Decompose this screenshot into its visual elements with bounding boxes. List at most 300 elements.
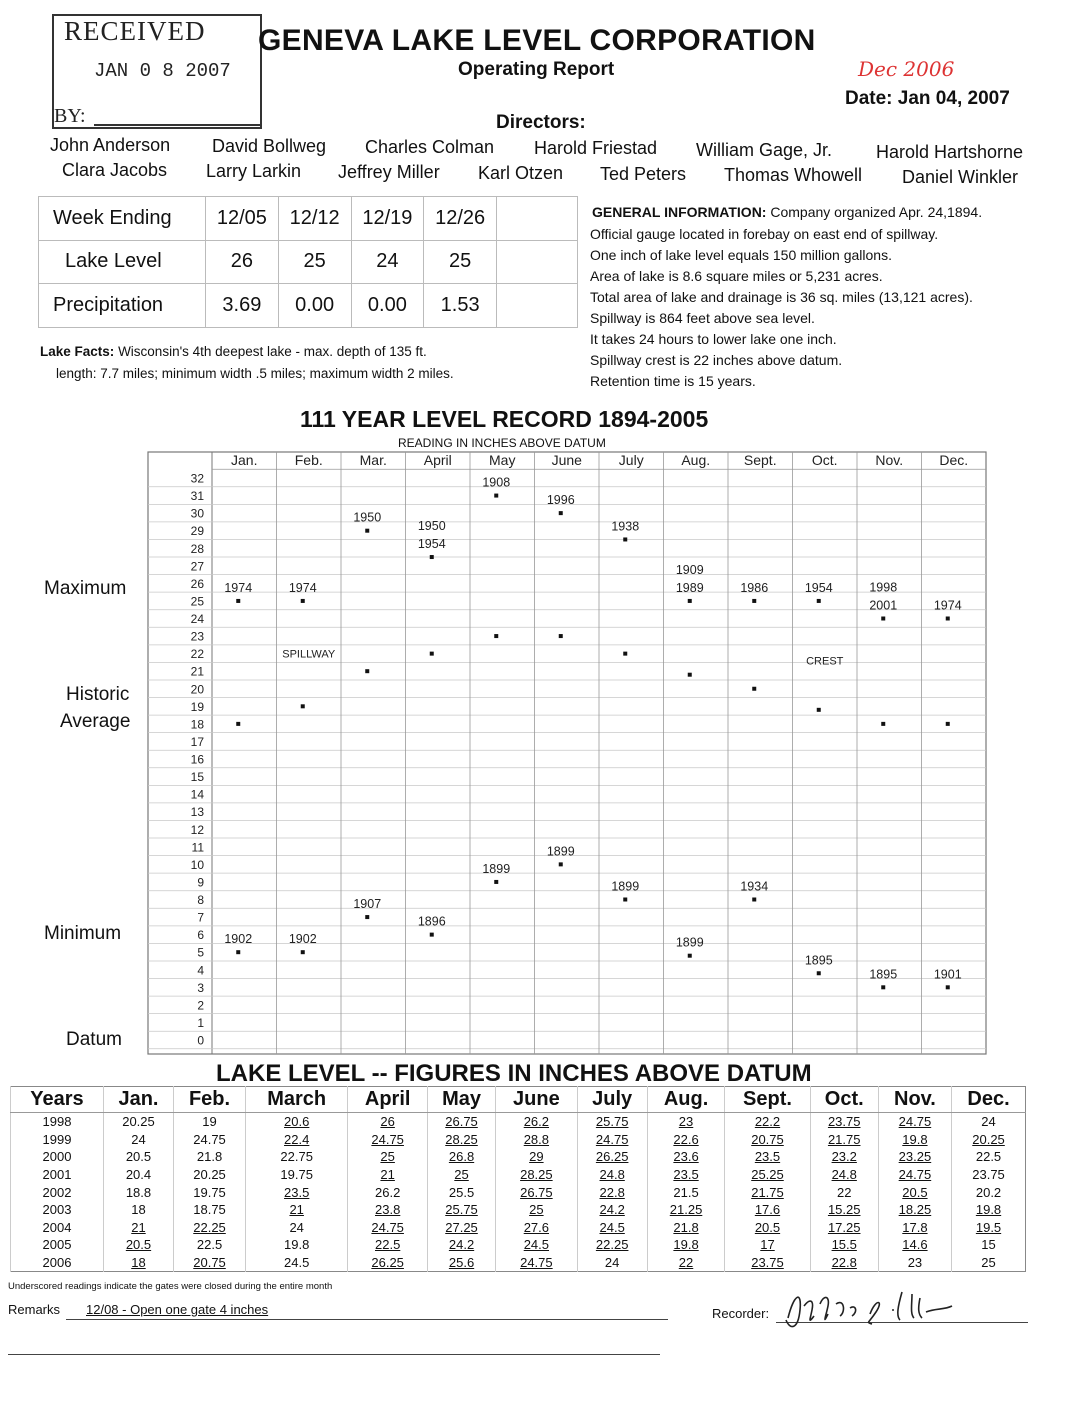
- maximum-point: [946, 617, 950, 621]
- maximum-year-label: 1996: [546, 493, 575, 508]
- level-cell: 28.25: [427, 1131, 495, 1149]
- level-cell: 23.8: [348, 1201, 428, 1219]
- month-label: Aug.: [681, 452, 711, 468]
- table-row: [11, 1131, 1026, 1149]
- month-label: Dec.: [939, 452, 969, 468]
- director-name: Charles Colman: [365, 137, 495, 157]
- stamp-by-label: BY:: [54, 105, 86, 127]
- header-month: July: [577, 1087, 647, 1113]
- level-cell: 18: [103, 1201, 173, 1219]
- level-cell: 22.5: [952, 1148, 1026, 1166]
- level-cell: 23.2: [810, 1148, 878, 1166]
- level-cell: 23.75: [725, 1254, 810, 1272]
- y-tick-label: 28: [190, 541, 204, 556]
- year-cell: 2006: [11, 1254, 104, 1272]
- underline-footnote: Underscored readings indicate the gates were closed during the entire month: [8, 1281, 333, 1292]
- historic-average-point: [559, 634, 563, 638]
- historic-average-point: [623, 652, 627, 656]
- level-cell: 21.75: [810, 1131, 878, 1149]
- header-month: June: [496, 1087, 577, 1113]
- precipitation-cell: 3.69: [206, 284, 279, 328]
- level-cell: 19.8: [246, 1236, 348, 1254]
- maximum-year-label: 1974: [933, 598, 962, 613]
- level-cell: 19.8: [952, 1201, 1026, 1219]
- row-label-average: Average: [60, 711, 131, 732]
- y-tick-label: 4: [197, 963, 204, 978]
- minimum-year-label: 1899: [611, 879, 640, 894]
- level-cell: 22.25: [174, 1219, 246, 1237]
- crest-label: CREST: [806, 655, 844, 668]
- minimum-year-label: 1899: [482, 861, 511, 876]
- level-cell: 20.6: [246, 1113, 348, 1131]
- handwritten-note: Dec 2006: [858, 57, 955, 81]
- header-month: March: [246, 1087, 348, 1113]
- precipitation-cell: 0.00: [351, 284, 424, 328]
- level-cell: 29: [496, 1148, 577, 1166]
- level-cell: 25: [952, 1254, 1026, 1272]
- week-cell: 12/26: [424, 197, 497, 241]
- level-cell: 24.2: [577, 1201, 647, 1219]
- director-name: Jeffrey Miller: [338, 162, 440, 182]
- table-row: [11, 1148, 1026, 1166]
- level-cell: 23.5: [647, 1166, 725, 1184]
- level-cell: 17: [725, 1236, 810, 1254]
- maximum-year-label: 1950: [353, 510, 382, 525]
- y-tick-label: 20: [190, 682, 204, 697]
- maximum-point: [559, 511, 563, 515]
- level-cell: 17.8: [878, 1219, 951, 1237]
- minimum-point: [881, 985, 885, 989]
- minimum-point: [301, 950, 305, 954]
- general-info-line: It takes 24 hours to lower lake one inch.: [590, 331, 837, 347]
- y-tick-label: 26: [190, 576, 204, 591]
- directors-label: Directors:: [496, 112, 586, 133]
- level-cell: 17.6: [725, 1201, 810, 1219]
- report-date: Date: Jan 04, 2007: [845, 88, 1010, 109]
- historic-average-point: [365, 669, 369, 673]
- level-cell: 19.5: [952, 1219, 1026, 1237]
- level-cell: 24.75: [348, 1131, 428, 1149]
- y-tick-label: 2: [197, 998, 204, 1013]
- month-label: Sept.: [743, 452, 777, 468]
- level-cell: 21: [103, 1219, 173, 1237]
- week-ending-label: Week Ending: [39, 197, 206, 241]
- row-label-historic: Historic: [66, 684, 130, 705]
- y-tick-label: 3: [197, 980, 204, 995]
- maximum-year-label: 1974: [224, 580, 253, 595]
- level-cell: 21: [348, 1166, 428, 1184]
- y-tick-label: 6: [197, 928, 204, 943]
- month-label: Oct.: [811, 452, 838, 468]
- level-cell: 20.5: [725, 1219, 810, 1237]
- director-name: William Gage, Jr.: [696, 140, 833, 160]
- level-cell: 24.75: [878, 1166, 951, 1184]
- maximum-year-label: 1908: [482, 475, 511, 490]
- maximum-year-label: 1909: [675, 562, 704, 577]
- maximum-year-label: 1954: [417, 537, 446, 552]
- chart-frame: [148, 452, 986, 1054]
- maximum-year-label: 1998: [869, 580, 898, 595]
- level-cell: 24: [952, 1113, 1026, 1131]
- general-info-line: Retention time is 15 years.: [590, 373, 756, 389]
- maximum-point: [430, 555, 434, 559]
- remarks-line: [8, 1354, 660, 1355]
- level-cell: 25: [427, 1166, 495, 1184]
- level-cell: 20.5: [878, 1183, 951, 1201]
- director-name: Karl Otzen: [478, 163, 564, 183]
- director-name: Harold Friestad: [534, 138, 658, 158]
- level-cell: 18.75: [174, 1201, 246, 1219]
- header-month: Oct.: [810, 1087, 878, 1113]
- remarks-label: Remarks: [8, 1302, 61, 1317]
- maximum-year-label: 1950: [417, 519, 446, 534]
- director-name: Clara Jacobs: [62, 160, 168, 180]
- year-cell: 1998: [11, 1113, 104, 1131]
- general-info-line: Area of lake is 8.6 square miles or 5,231 acres.: [590, 268, 883, 284]
- maximum-point: [494, 494, 498, 498]
- level-cell: 19: [174, 1113, 246, 1131]
- director-name: David Bollweg: [212, 136, 327, 156]
- month-label: June: [551, 452, 582, 468]
- table-row: [11, 1113, 1026, 1131]
- level-cell: 22.8: [810, 1254, 878, 1272]
- level-cell: 20.25: [174, 1166, 246, 1184]
- week-cell: 12/05: [206, 197, 279, 241]
- y-tick-label: 32: [190, 471, 204, 486]
- y-tick-label: 22: [190, 647, 204, 662]
- header-month: May: [427, 1087, 495, 1113]
- precipitation-label: Precipitation: [39, 284, 206, 328]
- table-row: [11, 1236, 1026, 1254]
- level-cell: 22.25: [577, 1236, 647, 1254]
- level-cell: 22.2: [725, 1113, 810, 1131]
- y-tick-label: 1: [197, 1015, 204, 1030]
- minimum-point: [430, 933, 434, 937]
- level-cell: 28.8: [496, 1131, 577, 1149]
- level-cell: 24.8: [577, 1166, 647, 1184]
- level-cell: 19.8: [647, 1236, 725, 1254]
- y-tick-label: 23: [190, 629, 204, 644]
- month-label: April: [423, 452, 452, 468]
- director-name: Thomas Whowell: [724, 165, 863, 185]
- level-cell: 15.5: [810, 1236, 878, 1254]
- level-cell: 24.75: [878, 1113, 951, 1131]
- level-cell: 20.2: [952, 1183, 1026, 1201]
- maximum-year-label: 1954: [804, 580, 833, 595]
- minimum-year-label: 1899: [675, 935, 704, 950]
- historic-average-point: [236, 722, 240, 726]
- header-month: Nov.: [878, 1087, 951, 1113]
- minimum-point: [623, 898, 627, 902]
- historic-average-point: [946, 722, 950, 726]
- level-cell: 26.75: [496, 1183, 577, 1201]
- minimum-year-label: 1907: [353, 897, 382, 912]
- y-tick-label: 21: [190, 664, 204, 679]
- level-cell: 20.5: [103, 1148, 173, 1166]
- month-label: Nov.: [875, 452, 904, 468]
- table-row: [11, 1183, 1026, 1201]
- lake-facts-label: Lake Facts:: [40, 344, 115, 359]
- level-cell: 14.6: [878, 1236, 951, 1254]
- table-row: [11, 1201, 1026, 1219]
- level-cell: 23: [647, 1113, 725, 1131]
- chart-subtitle: READING IN INCHES ABOVE DATUM: [398, 436, 606, 450]
- level-cell: 25.25: [725, 1166, 810, 1184]
- row-label-datum: Datum: [66, 1029, 122, 1050]
- minimum-year-label: 1895: [804, 953, 833, 968]
- level-cell: 15: [952, 1236, 1026, 1254]
- chart-title: 111 YEAR LEVEL RECORD 1894-2005: [300, 406, 709, 432]
- level-cell: 24.75: [348, 1219, 428, 1237]
- level-cell: 21.8: [647, 1219, 725, 1237]
- level-cell: 26.2: [348, 1183, 428, 1201]
- lake-level-cell: 26: [206, 240, 279, 284]
- general-info-line: Official gauge located in forebay on east end of spillway.: [590, 226, 939, 242]
- level-cell: 20.75: [725, 1131, 810, 1149]
- level-cell: 22.8: [577, 1183, 647, 1201]
- y-tick-label: 13: [190, 805, 204, 820]
- general-info-label: GENERAL INFORMATION:: [592, 204, 767, 220]
- maximum-point: [881, 617, 885, 621]
- y-tick-label: 11: [191, 840, 204, 855]
- year-cell: 2001: [11, 1166, 104, 1184]
- y-tick-label: 8: [197, 893, 204, 907]
- level-cell: 24.75: [577, 1131, 647, 1149]
- level-cell: 23.5: [246, 1183, 348, 1201]
- level-cell: 21.8: [174, 1148, 246, 1166]
- lake-facts-line: length: 7.7 miles; minimum width .5 miles; maximum width 2 miles.: [56, 366, 454, 381]
- maximum-point: [752, 599, 756, 603]
- level-cell: 20.4: [103, 1166, 173, 1184]
- level-cell: 24: [577, 1254, 647, 1272]
- y-tick-label: 5: [197, 945, 204, 960]
- maximum-year-label: 1974: [288, 580, 317, 595]
- y-tick-label: 25: [190, 594, 204, 609]
- lake-facts-text: Wisconsin's 4th deepest lake - max. depth of 135 ft.: [118, 344, 427, 359]
- lake-level-table: [10, 1086, 1026, 1272]
- level-cell: 22.6: [647, 1131, 725, 1149]
- level-cell: 23: [878, 1254, 951, 1272]
- level-cell: 20.75: [174, 1254, 246, 1272]
- table-header-row: [11, 1087, 1026, 1113]
- level-cell: 25: [496, 1201, 577, 1219]
- general-info-line: One inch of lake level equals 150 million gallons.: [590, 247, 892, 263]
- header-month: Dec.: [952, 1087, 1026, 1113]
- level-cell: 21.25: [647, 1201, 725, 1219]
- level-cell: 20.25: [952, 1131, 1026, 1149]
- level-cell: 27.25: [427, 1219, 495, 1237]
- historic-average-point: [494, 634, 498, 638]
- maximum-point: [365, 529, 369, 533]
- y-tick-label: 17: [190, 734, 204, 749]
- level-cell: 25.75: [427, 1201, 495, 1219]
- minimum-point: [236, 950, 240, 954]
- year-cell: 2005: [11, 1236, 104, 1254]
- minimum-year-label: 1934: [740, 879, 769, 894]
- minimum-year-label: 1895: [869, 967, 898, 982]
- y-tick-label: 24: [190, 612, 204, 626]
- historic-average-point: [688, 673, 692, 677]
- week-cell: 12/12: [278, 197, 351, 241]
- level-cell: 26.8: [427, 1148, 495, 1166]
- director-name: Ted Peters: [600, 164, 687, 184]
- historic-average-point: [817, 708, 821, 712]
- minimum-point: [688, 954, 692, 958]
- month-label: Mar.: [359, 452, 387, 468]
- minimum-point: [817, 971, 821, 975]
- lake-level-cell: 25: [424, 240, 497, 284]
- year-cell: 2002: [11, 1183, 104, 1201]
- table-row: [11, 1219, 1026, 1237]
- level-cell: 23.5: [725, 1148, 810, 1166]
- maximum-point: [236, 599, 240, 603]
- minimum-point: [559, 862, 563, 866]
- y-tick-label: 0: [197, 1033, 204, 1048]
- maximum-year-label: 1989: [675, 580, 704, 595]
- level-cell: 25.5: [427, 1183, 495, 1201]
- header-years: Years: [11, 1087, 104, 1113]
- minimum-point: [946, 985, 950, 989]
- y-tick-label: 18: [190, 717, 204, 732]
- remarks-text: 12/08 - Open one gate 4 inches: [86, 1302, 269, 1317]
- level-cell: 24: [246, 1219, 348, 1237]
- level-cell: 22: [810, 1183, 878, 1201]
- week-cell: 12/19: [351, 197, 424, 241]
- level-cell: 25.6: [427, 1254, 495, 1272]
- maximum-year-label: 1986: [740, 580, 769, 595]
- header-month: April: [348, 1087, 428, 1113]
- level-cell: 26.2: [496, 1113, 577, 1131]
- stamp-received-text: RECEIVED: [64, 16, 206, 46]
- month-label: July: [618, 452, 644, 468]
- lake-level-cell: 25: [278, 240, 351, 284]
- level-cell: 22: [647, 1254, 725, 1272]
- row-label-maximum: Maximum: [44, 578, 127, 599]
- level-cell: 24.5: [246, 1254, 348, 1272]
- year-cell: 2004: [11, 1219, 104, 1237]
- level-cell: 19.75: [246, 1166, 348, 1184]
- level-cell: 24.75: [174, 1131, 246, 1149]
- level-cell: 22.5: [174, 1236, 246, 1254]
- header-month: Sept.: [725, 1087, 810, 1113]
- level-cell: 24.8: [810, 1166, 878, 1184]
- recorder-label: Recorder:: [712, 1306, 770, 1321]
- y-tick-label: 19: [190, 699, 204, 714]
- general-info-line: Spillway crest is 22 inches above datum.: [590, 352, 843, 368]
- minimum-year-label: 1902: [288, 932, 317, 947]
- level-cell: 24.2: [427, 1236, 495, 1254]
- level-cell: 18.25: [878, 1201, 951, 1219]
- year-cell: 2000: [11, 1148, 104, 1166]
- level-cell: 23.75: [952, 1166, 1026, 1184]
- header-month: Feb.: [174, 1087, 246, 1113]
- level-cell: 23.75: [810, 1113, 878, 1131]
- recorder-signature: [780, 1284, 960, 1334]
- y-tick-label: 29: [190, 524, 204, 539]
- level-cell: 17.25: [810, 1219, 878, 1237]
- level-cell: 28.25: [496, 1166, 577, 1184]
- level-table-title: LAKE LEVEL -- FIGURES IN INCHES ABOVE DATUM: [216, 1060, 812, 1087]
- maximum-point: [623, 537, 627, 541]
- y-tick-label: 12: [190, 822, 204, 837]
- minimum-year-label: 1896: [417, 914, 446, 929]
- level-cell: 22.75: [246, 1148, 348, 1166]
- level-cell: 27.6: [496, 1219, 577, 1237]
- maximum-point: [817, 599, 821, 603]
- level-cell: 15.25: [810, 1201, 878, 1219]
- month-label: May: [489, 452, 516, 468]
- maximum-point: [301, 599, 305, 603]
- y-tick-label: 9: [197, 875, 204, 890]
- report-subtitle: Operating Report: [458, 59, 615, 80]
- precipitation-cell: 0.00: [278, 284, 351, 328]
- spillway-label: SPILLWAY: [282, 648, 336, 661]
- maximum-year-label: 1938: [611, 519, 640, 534]
- level-cell: 18: [103, 1254, 173, 1272]
- historic-average-point: [881, 722, 885, 726]
- level-cell: 19.8: [878, 1131, 951, 1149]
- level-cell: 19.75: [174, 1183, 246, 1201]
- row-label-minimum: Minimum: [44, 923, 122, 944]
- month-label: Feb.: [294, 452, 323, 468]
- level-cell: 20.5: [103, 1236, 173, 1254]
- general-info-line: Spillway is 864 feet above sea level.: [590, 310, 815, 326]
- remarks-line: [66, 1319, 668, 1320]
- header-month: Aug.: [647, 1087, 725, 1113]
- level-cell: 18.8: [103, 1183, 173, 1201]
- maximum-year-label: 2001: [869, 598, 898, 613]
- lake-level-cell: 24: [351, 240, 424, 284]
- level-cell: 20.25: [103, 1113, 173, 1131]
- level-cell: 24.5: [577, 1219, 647, 1237]
- minimum-point: [365, 915, 369, 919]
- level-cell: 22.4: [246, 1131, 348, 1149]
- level-cell: 22.5: [348, 1236, 428, 1254]
- level-cell: 21.75: [725, 1183, 810, 1201]
- director-name: John Anderson: [50, 135, 171, 155]
- historic-average-point: [301, 704, 305, 708]
- level-cell: 25: [348, 1148, 428, 1166]
- precipitation-cell: 1.53: [424, 284, 497, 328]
- level-cell: 21.5: [647, 1183, 725, 1201]
- level-cell: 26.25: [348, 1254, 428, 1272]
- year-cell: 1999: [11, 1131, 104, 1149]
- level-cell: 23.6: [647, 1148, 725, 1166]
- lake-level-label: Lake Level: [39, 240, 206, 284]
- level-cell: 24: [103, 1131, 173, 1149]
- maximum-point: [688, 599, 692, 603]
- minimum-point: [494, 880, 498, 884]
- level-cell: 26.75: [427, 1113, 495, 1131]
- y-tick-label: 27: [190, 559, 204, 574]
- year-cell: 2003: [11, 1201, 104, 1219]
- level-cell: 26: [348, 1113, 428, 1131]
- historic-average-point: [430, 652, 434, 656]
- director-name: Daniel Winkler: [902, 167, 1019, 187]
- minimum-year-label: 1899: [546, 844, 575, 859]
- level-cell: 23.25: [878, 1148, 951, 1166]
- level-cell: 24.75: [496, 1254, 577, 1272]
- level-cell: 26.25: [577, 1148, 647, 1166]
- stamp-date: JAN 0 8 2007: [94, 60, 231, 82]
- director-name: Larry Larkin: [206, 161, 302, 181]
- minimum-year-label: 1902: [224, 932, 253, 947]
- historic-average-point: [752, 687, 756, 691]
- month-label: Jan.: [231, 452, 258, 468]
- minimum-point: [752, 898, 756, 902]
- general-info-text: Company organized Apr. 24,1894.: [770, 204, 983, 220]
- y-tick-label: 7: [197, 910, 204, 925]
